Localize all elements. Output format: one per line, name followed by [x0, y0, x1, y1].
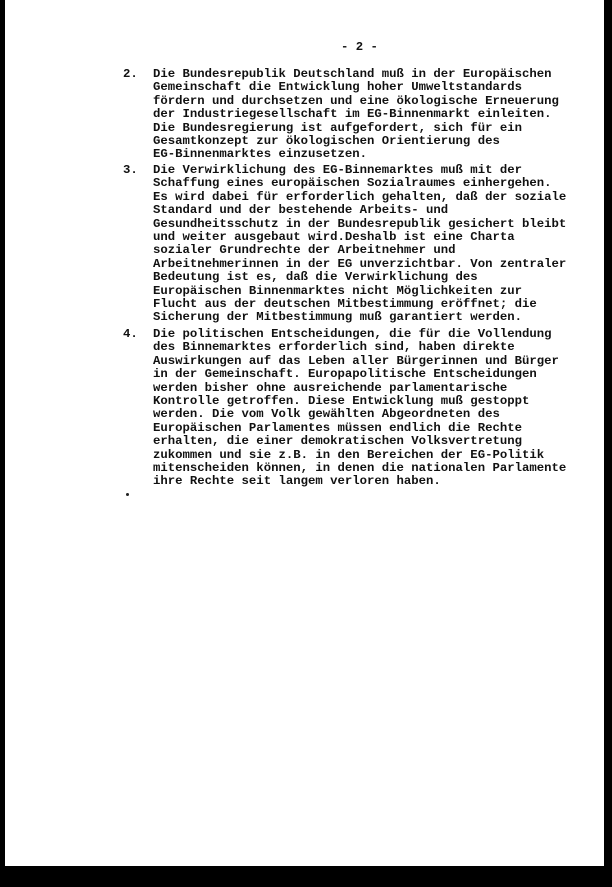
text-line: Gemeinschaft die Entwicklung hoher Umweltstandards — [153, 80, 522, 95]
text-line: zukommen und sie z.B. in den Bereichen der EG-Politik — [153, 447, 545, 462]
paragraph-number: 4. — [123, 327, 138, 341]
text-line: Kontrolle getroffen. Diese Entwicklung muß gestoppt — [153, 394, 530, 409]
text-line: werden bisher ohne ausreichende parlamentarische — [153, 380, 508, 395]
text-line: Die politischen Entscheidungen, die für die Vollendung — [153, 327, 552, 341]
text-line: Gesamtkonzept zur ökologischen Orientierung des — [153, 134, 500, 149]
text-line: der Industriegesellschaft im EG-Binnenmarkt einleiten. — [153, 107, 552, 122]
paragraph-number: 2. — [123, 67, 138, 81]
text-line: Europäischen Binnenmarktes nicht Möglichkeiten zur — [153, 283, 522, 298]
text-line: fördern und durchsetzen und eine ökologische Erneuerung — [153, 93, 559, 108]
document-page — [5, 0, 604, 866]
text-line: Arbeitnehmerinnen in der EG unverzichtbar. Von zentraler — [153, 256, 567, 271]
text-line: Flucht aus der deutschen Mitbestimmung eröffnet; die — [153, 297, 537, 312]
text-line: mitenscheiden können, in denen die nationalen Parlamente — [153, 461, 567, 476]
paragraph-text — [153, 328, 566, 489]
text-line: sozialer Grundrechte der Arbeitnehmer und — [153, 243, 456, 258]
text-line: und weiter ausgebaut wird.Deshalb ist eine Charta — [153, 230, 515, 245]
text-line: Die Verwirklichung des EG-Binnemarktes muß mit der — [153, 163, 522, 177]
paragraph-text — [153, 164, 566, 325]
text-line: Schaffung eines europäischen Sozialraumes einhergehen. — [153, 176, 552, 191]
text-line: erhalten, die einer demokratischen Volksvertretung — [153, 434, 522, 449]
text-line: Auswirkungen auf das Leben aller Bürgerinnen und Bürger — [153, 353, 559, 368]
page-number: - 2 - — [341, 40, 378, 54]
text-line: Die Bundesrepublik Deutschland muß in der Europäischen — [153, 67, 552, 81]
text-line: Bedeutung ist es, daß die Verwirklichung des — [153, 270, 478, 285]
text-line: Standard und der bestehende Arbeits- und — [153, 203, 449, 218]
text-line: Es wird dabei für erforderlich gehalten, daß der soziale — [153, 189, 567, 204]
text-line: des Binnemarktes erforderlich sind, haben direkte — [153, 340, 515, 355]
paragraph-number: 3. — [123, 163, 138, 177]
text-line: EG-Binnenmarktes einzusetzen. — [153, 147, 368, 162]
text-line: Gesundheitsschutz in der Bundesrepublik gesichert bleibt — [153, 216, 567, 231]
text-line: in der Gemeinschaft. Europapolitische Entscheidungen — [153, 367, 537, 382]
text-line: Sicherung der Mitbestimmung muß garantiert werden. — [153, 310, 522, 325]
text-line: Die Bundesregierung ist aufgefordert, sich für ein — [153, 120, 522, 135]
bullet-mark — [126, 493, 129, 496]
text-line: ihre Rechte seit langem verloren haben. — [153, 474, 441, 489]
text-line: Europäischen Parlamentes müssen endlich die Rechte — [153, 420, 522, 435]
text-line: werden. Die vom Volk gewählten Abgeordneten des — [153, 407, 500, 422]
paragraph-text — [153, 68, 559, 162]
